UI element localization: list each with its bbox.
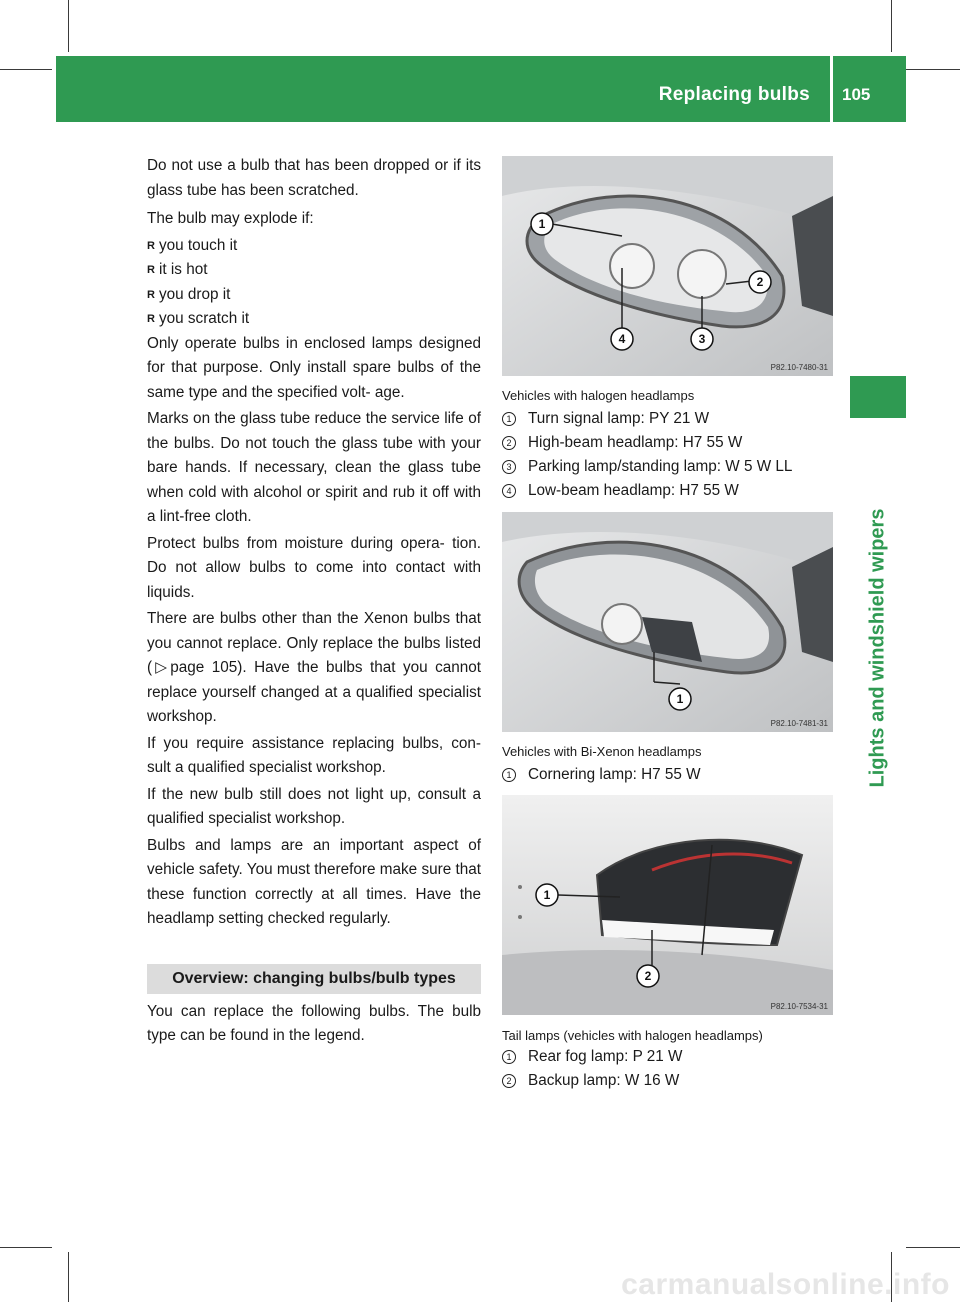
paragraph (147, 607, 481, 730)
figure-tail-lamps (502, 795, 833, 1015)
figure-code: P82.10-7480-31 (770, 363, 828, 372)
callout-marker (749, 271, 771, 293)
page-ref-arrow: ▷ (152, 659, 171, 676)
legend-text: Turn signal lamp: PY 21 W (528, 410, 710, 427)
crop-mark (0, 69, 52, 70)
crop-mark (891, 0, 892, 52)
headlamp-illustration (502, 512, 833, 732)
paragraph-text: There are bulbs other than the Xenon bulbs that you cannot replace. Only replace the bulbs listed ( (147, 610, 481, 676)
figure-halogen-headlamp (502, 156, 833, 376)
page-title: Replacing bulbs (658, 84, 810, 105)
paragraph: If you require assistance replacing bulbs, con- sult a qualified specialist workshop. (147, 734, 481, 776)
legend-text: Low-beam headlamp: H7 55 W (528, 482, 739, 499)
paragraph: Do not use a bulb that has been dropped or if its glass tube has been scratched. (147, 157, 481, 199)
callout-marker (637, 965, 659, 987)
crop-mark (906, 69, 960, 70)
header-divider (830, 56, 833, 122)
side-tab (850, 376, 906, 418)
figure-legend (502, 1045, 682, 1093)
svg-text:2: 2 (644, 969, 652, 983)
crop-mark (68, 0, 69, 52)
legend-number: 4 (502, 484, 516, 498)
figure-code: P82.10-7481-31 (770, 719, 828, 728)
legend-item (502, 431, 792, 455)
legend-item (502, 763, 701, 787)
left-column (147, 154, 481, 1049)
legend-text: High-beam headlamp: H7 55 W (528, 434, 743, 451)
legend-text: Backup lamp: W 16 W (528, 1072, 680, 1089)
paragraph: The bulb may explode if: (147, 210, 314, 227)
callout-marker (669, 688, 691, 710)
legend-item (502, 1045, 682, 1069)
section-heading: Overview: changing bulbs/bulb types (147, 964, 481, 994)
bullet-list (147, 234, 481, 332)
list-item: R you drop it (147, 283, 481, 308)
legend-item (502, 407, 792, 431)
svg-text:1: 1 (676, 692, 684, 706)
paragraph-text: ). Have the bulbs that you cannot replace yourself changed at a qualified specialist workshop. (147, 659, 481, 725)
svg-text:4: 4 (618, 332, 626, 346)
watermark: carmanualsonline.info (621, 1268, 950, 1301)
figure-caption: Tail lamps (vehicles with halogen headlamps) (502, 1028, 763, 1043)
callout-marker (536, 884, 558, 906)
figure-caption: Vehicles with Bi-Xenon headlamps (502, 744, 702, 759)
legend-number: 3 (502, 460, 516, 474)
legend-number: 1 (502, 768, 516, 782)
page-header (56, 56, 906, 122)
paragraph: You can replace the following bulbs. The bulb type can be found in the legend. (147, 1002, 481, 1044)
crop-mark (906, 1247, 960, 1248)
paragraph: Protect bulbs from moisture during opera- tion. Do not allow bulbs to come into contact with liquids. (147, 534, 481, 601)
svg-text:1: 1 (538, 217, 546, 231)
paragraph: If the new bulb still does not light up, consult a qualified specialist workshop. (147, 785, 481, 827)
paragraph: Only operate bulbs in enclosed lamps designed for that purpose. Only install spare bulbs of the same type and the specified volt- age. (147, 334, 481, 401)
figure-legend (502, 407, 792, 503)
callout-marker (611, 328, 633, 350)
svg-text:1: 1 (543, 888, 551, 902)
tail-lamp-illustration (502, 795, 833, 1015)
callout-marker (531, 213, 553, 235)
legend-number: 2 (502, 1074, 516, 1088)
legend-number: 1 (502, 412, 516, 426)
list-item: R you scratch it (147, 307, 481, 332)
legend-text: Cornering lamp: H7 55 W (528, 766, 701, 783)
legend-item (502, 455, 792, 479)
figure-legend (502, 763, 701, 787)
svg-text:2: 2 (756, 275, 764, 289)
page-reference-link[interactable]: page 105 (170, 659, 238, 676)
legend-text: Rear fog lamp: P 21 W (528, 1048, 683, 1065)
legend-item (502, 479, 792, 503)
list-item: R you touch it (147, 234, 481, 259)
headlamp-illustration (502, 156, 833, 376)
figure-code: P82.10-7534-31 (770, 1002, 828, 1011)
crop-mark (0, 1247, 52, 1248)
callout-marker (691, 328, 713, 350)
legend-item (502, 1069, 682, 1093)
paragraph: Marks on the glass tube reduce the service life of the bulbs. Do not touch the glass tube with your bare hands. If necessary, clean the glass tube when cold with alcohol or spirit and rub it off with a lint-free cloth. (147, 410, 481, 525)
figure-bixenon-headlamp (502, 512, 833, 732)
crop-mark (68, 1252, 69, 1302)
chapter-label: Lights and windshield wipers (866, 508, 889, 788)
svg-text:3: 3 (698, 332, 706, 346)
paragraph: Bulbs and lamps are an important aspect of vehicle safety. You must therefore make sure that these function correctly at all times. Have the headlamp setting checked regularly. (147, 836, 481, 927)
page-number: 105 (842, 85, 871, 104)
legend-text: Parking lamp/standing lamp: W 5 W LL (528, 458, 793, 475)
legend-number: 1 (502, 1050, 516, 1064)
figure-caption: Vehicles with halogen headlamps (502, 388, 695, 403)
legend-number: 2 (502, 436, 516, 450)
list-item: R it is hot (147, 258, 481, 283)
